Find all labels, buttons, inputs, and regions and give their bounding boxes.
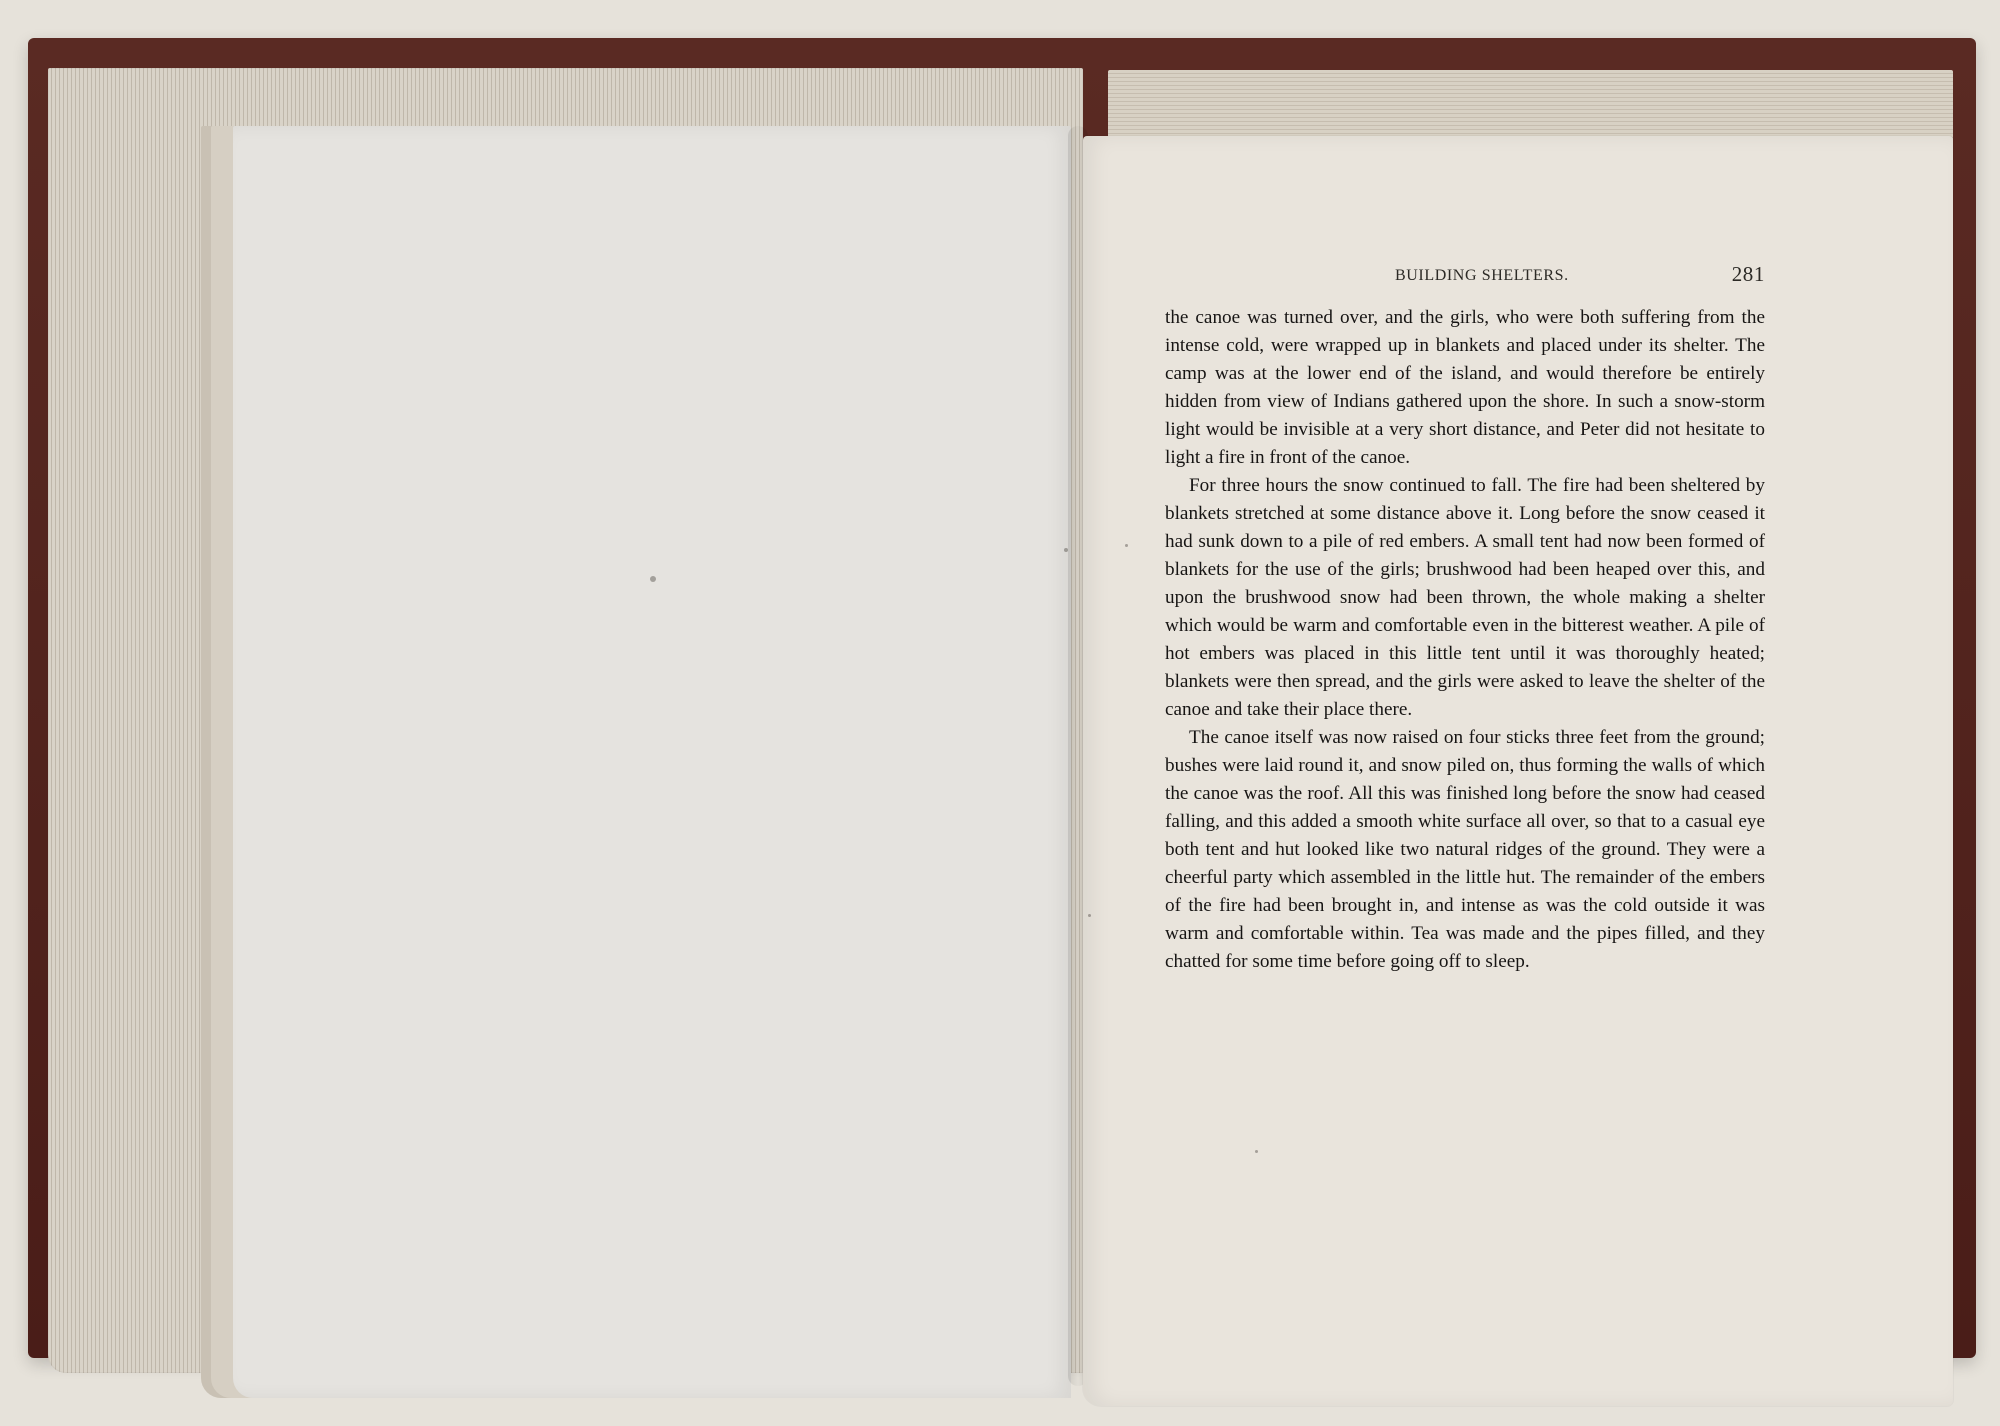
paragraph-2: For three hours the snow continued to fall. The fire had been sheltered by blankets stretched at some distance above it. Long before the snow ceased it had sunk down to a pile of red embers. A small tent had now been formed of blankets for the use of the girls; brushwood had been heaped over this, and upon the brushwood snow had been thrown, the whole making a shelter which would be warm and comfortable even in the bitterest weather. A pile of hot embers was placed in this little tent until it was thoroughly heated; blankets were then spread, and the girls were asked to leave the shelter of the canoe and take their place there. [1165, 475, 1765, 720]
page-speck [1088, 914, 1091, 917]
paragraph-3: The canoe itself was now raised on four sticks three feet from the ground; bushes were laid round it, and snow piled on, thus forming the walls of which the canoe was the roof. All this was finished long before the snow had ceased falling, and this added a smooth white surface all over, so that to a casual eye both tent and hut looked like two natural ridges of the ground. They were a cheerful party which assembled in the little hut. The remainder of the embers of the fire had been brought in, and intense as was the cold outside it was warm and comfortable within. Tea was made and the pipes filled, and they chatted for some time before going off to sleep. [1165, 727, 1765, 972]
page-speck [650, 576, 656, 582]
page-speck [1064, 548, 1068, 552]
page-speck [1255, 1150, 1258, 1153]
page-header [1165, 260, 1765, 288]
paragraph-1: the canoe was turned over, and the girls, who were both suffering from the intense cold, were wrapped up in blankets and placed under its shelter. The camp was at the lower end of the island, and would therefore be entirely hidden from view of Indians gathered upon the shore. In such a snow-storm light would be invisible at a very short distance, and Peter did not hesitate to light a fire in front of the canoe. [1165, 307, 1765, 468]
page-text [1165, 304, 1765, 976]
page-speck [1125, 544, 1128, 547]
page-number: 281 [1731, 262, 1765, 286]
running-head: BUILDING SHELTERS. [1395, 267, 1569, 284]
left-page [233, 126, 1071, 1398]
